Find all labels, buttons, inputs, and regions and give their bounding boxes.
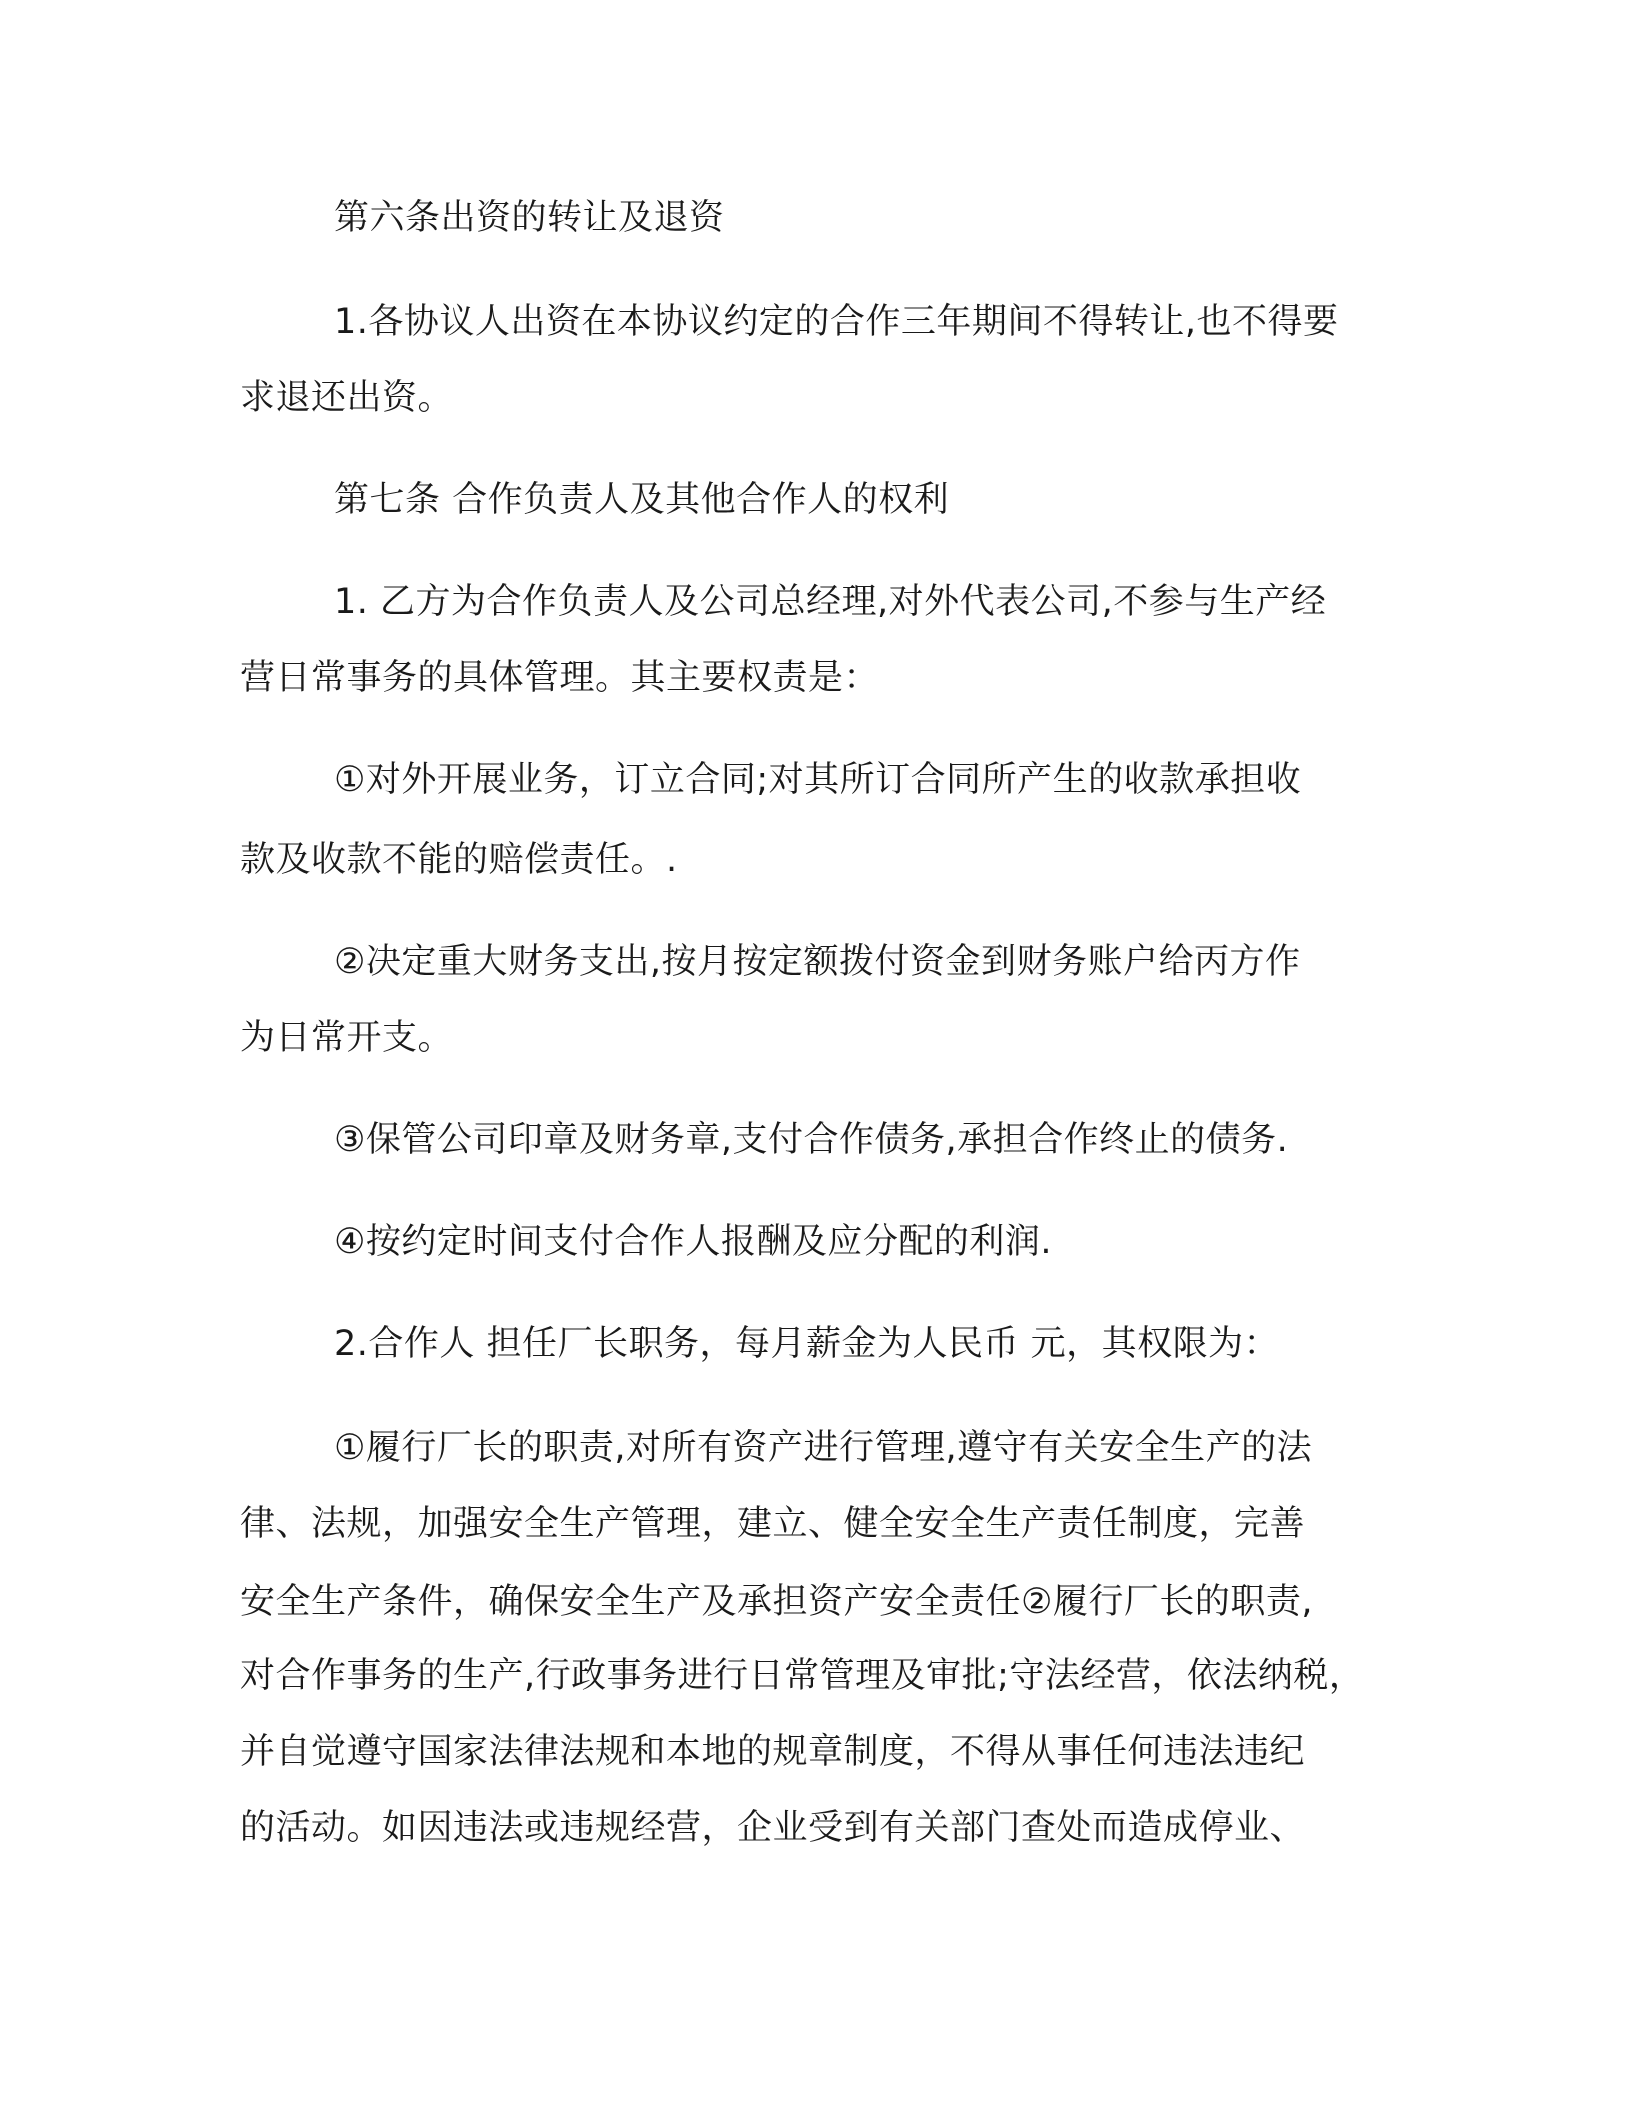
article-7-clause-1-line-1: 1. 乙方为合作负责人及公司总经理,对外代表公司,不参与生产经 [334,582,1327,622]
clause-2-item-1-line-1: ①履行厂长的职责,对所有资产进行管理,遵守有关安全生产的法 [334,1428,1313,1468]
clause-2-item-1-line-3: 安全生产条件，确保安全生产及承担资产安全责任②履行厂长的职责, [240,1582,1314,1622]
article-7-clause-2: 2.合作人 担任厂长职务，每月薪金为人民币 元，其权限为： [334,1324,1280,1364]
clause-2-item-1-line-4: 对合作事务的生产,行政事务进行日常管理及审批;守法经营，依法纳税， [240,1656,1365,1696]
article-7-clause-1-line-2: 营日常事务的具体管理。其主要权责是： [240,658,880,698]
clause-1-item-2-line-2: 为日常开支。 [240,1018,454,1058]
article-7-heading: 第七条 合作负责人及其他合作人的权利 [334,480,950,520]
clause-2-item-1-line-6: 的活动。如因违法或违规经营，企业受到有关部门查处而造成停业、 [240,1808,1306,1848]
clause-1-item-4: ④按约定时间支付合作人报酬及应分配的利润. [334,1222,1053,1262]
clause-2-item-1-line-5: 并自觉遵守国家法律法规和本地的规章制度，不得从事任何违法违纪 [240,1732,1306,1772]
article-6-heading: 第六条出资的转让及退资 [334,198,725,238]
article-6-clause-1-line-2: 求退还出资。 [240,378,454,418]
clause-1-item-1-line-1: ①对外开展业务，订立合同;对其所订合同所产生的收款承担收 [334,760,1302,800]
clause-1-item-1-line-2: 款及收款不能的赔偿责任。. [240,840,678,880]
clause-2-item-1-line-2: 律、法规，加强安全生产管理，建立、健全安全生产责任制度，完善 [240,1504,1306,1544]
article-6-clause-1-line-1: 1.各协议人出资在本协议约定的合作三年期间不得转让,也不得要 [334,302,1339,342]
clause-1-item-2-line-1: ②决定重大财务支出,按月按定额拨付资金到财务账户给丙方作 [334,942,1301,982]
clause-1-item-3: ③保管公司印章及财务章,支付合作债务,承担合作终止的债务. [334,1120,1289,1160]
